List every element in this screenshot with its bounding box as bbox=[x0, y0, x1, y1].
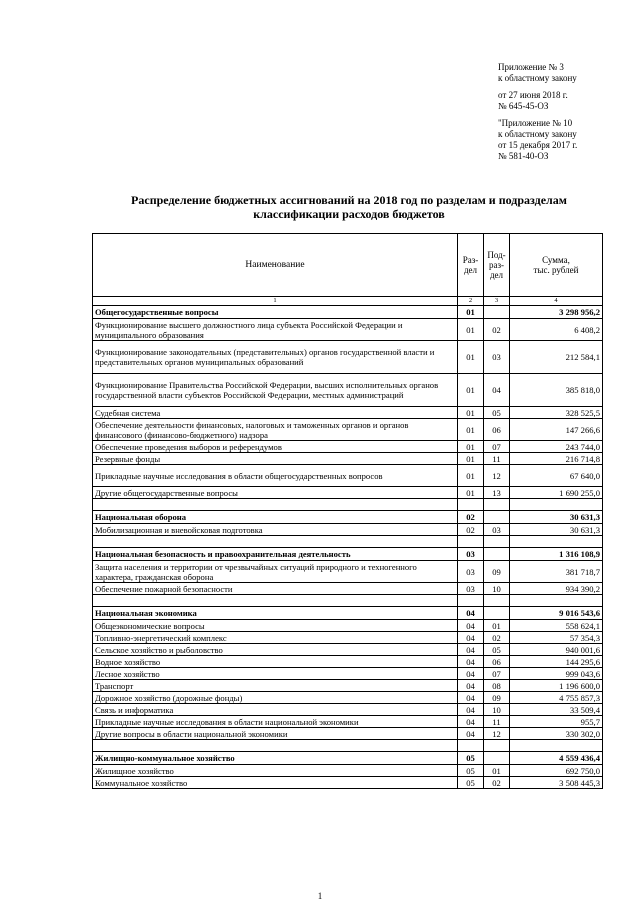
table-row bbox=[93, 692, 603, 704]
col-number-2: 2 bbox=[458, 297, 484, 306]
header-sum bbox=[510, 234, 603, 297]
row-sum: 940 001,6 bbox=[510, 644, 603, 656]
row-sum: 330 302,0 bbox=[510, 728, 603, 740]
row-name: Другие вопросы в области национальной экономики bbox=[93, 728, 458, 740]
row-sum: 57 354,3 bbox=[510, 632, 603, 644]
table-row bbox=[93, 704, 603, 716]
row-podrazdel bbox=[484, 548, 510, 561]
row-razdel: 03 bbox=[458, 561, 484, 583]
row-sum: 381 718,7 bbox=[510, 561, 603, 583]
row-podrazdel: 02 bbox=[484, 632, 510, 644]
page-number: 1 bbox=[317, 891, 323, 901]
spacer-cell bbox=[484, 499, 510, 511]
row-sum: 1 690 255,0 bbox=[510, 487, 603, 499]
row-sum: 33 509,4 bbox=[510, 704, 603, 716]
row-sum: 6 408,2 bbox=[510, 319, 603, 341]
row-podrazdel: 08 bbox=[484, 680, 510, 692]
spacer-cell bbox=[458, 740, 484, 752]
header-podrazdel-line-3: дел bbox=[489, 270, 504, 280]
row-sum: 328 525,5 bbox=[510, 407, 603, 419]
row-name: Национальная оборона bbox=[93, 511, 458, 524]
row-podrazdel: 02 bbox=[484, 319, 510, 341]
row-razdel: 04 bbox=[458, 620, 484, 632]
row-name: Лесное хозяйство bbox=[93, 668, 458, 680]
row-razdel: 01 bbox=[458, 419, 484, 441]
row-razdel: 01 bbox=[458, 407, 484, 419]
col-number-4: 4 bbox=[510, 297, 603, 306]
appendix-number: № 645-45-ОЗ bbox=[498, 101, 549, 111]
row-name: Национальная экономика bbox=[93, 607, 458, 620]
table-row bbox=[93, 644, 603, 656]
table-row bbox=[93, 453, 603, 465]
row-podrazdel: 05 bbox=[484, 644, 510, 656]
row-name: Водное хозяйство bbox=[93, 656, 458, 668]
row-sum: 385 818,0 bbox=[510, 374, 603, 407]
row-name: Обеспечение пожарной безопасности bbox=[93, 583, 458, 595]
row-razdel: 01 bbox=[458, 487, 484, 499]
row-name: Функционирование Правительства Российской Федерации, высших исполнительных органов государственной власти субъектов Российской Федерации, местных администраций bbox=[93, 374, 458, 407]
row-name: Общегосударственные вопросы bbox=[93, 306, 458, 319]
spacer-cell bbox=[93, 499, 458, 511]
row-name: Функционирование законодательных (представительных) органов государственной власти и представительных органов муниципальных образований bbox=[93, 341, 458, 374]
table-row bbox=[93, 561, 603, 583]
table-header-row bbox=[93, 234, 603, 297]
header-razdel-line-1: Раз- bbox=[462, 255, 479, 265]
row-podrazdel: 04 bbox=[484, 374, 510, 407]
header-podrazdel bbox=[484, 234, 510, 297]
row-sum: 3 508 445,3 bbox=[510, 777, 603, 789]
row-podrazdel: 01 bbox=[484, 620, 510, 632]
col-number-3: 3 bbox=[484, 297, 510, 306]
row-name: Резервные фонды bbox=[93, 453, 458, 465]
row-sum: 4 559 436,4 bbox=[510, 752, 603, 765]
row-podrazdel: 05 bbox=[484, 407, 510, 419]
spacer-row bbox=[93, 595, 603, 607]
row-razdel: 01 bbox=[458, 306, 484, 319]
spacer-row bbox=[93, 740, 603, 752]
row-sum: 30 631,3 bbox=[510, 511, 603, 524]
row-podrazdel: 12 bbox=[484, 728, 510, 740]
row-sum: 3 298 956,2 bbox=[510, 306, 603, 319]
row-sum: 999 043,6 bbox=[510, 668, 603, 680]
title-line-1: Распределение бюджетных ассигнований на 2018 год по разделам и подразделам bbox=[131, 193, 567, 207]
orig-appendix-title: "Приложение № 10 bbox=[498, 118, 573, 128]
table-row bbox=[93, 728, 603, 740]
section-row bbox=[93, 752, 603, 765]
row-razdel: 04 bbox=[458, 668, 484, 680]
appendix-header bbox=[498, 62, 638, 168]
row-razdel: 04 bbox=[458, 680, 484, 692]
appendix-date: от 27 июня 2018 г. bbox=[498, 90, 568, 100]
row-sum: 1 316 108,9 bbox=[510, 548, 603, 561]
row-name: Коммунальное хозяйство bbox=[93, 777, 458, 789]
row-razdel: 02 bbox=[458, 524, 484, 536]
row-sum: 212 584,1 bbox=[510, 341, 603, 374]
row-name: Прикладные научные исследования в области национальной экономики bbox=[93, 716, 458, 728]
spacer-cell bbox=[93, 536, 458, 548]
header-razdel bbox=[458, 234, 484, 297]
row-razdel: 03 bbox=[458, 548, 484, 561]
row-podrazdel bbox=[484, 607, 510, 620]
row-sum: 147 266,6 bbox=[510, 419, 603, 441]
row-razdel: 01 bbox=[458, 319, 484, 341]
row-podrazdel: 09 bbox=[484, 692, 510, 704]
title-line-2: классификации расходов бюджетов bbox=[253, 207, 445, 221]
row-sum: 1 196 600,0 bbox=[510, 680, 603, 692]
row-podrazdel: 12 bbox=[484, 465, 510, 487]
row-name: Связь и информатика bbox=[93, 704, 458, 716]
row-sum: 955,7 bbox=[510, 716, 603, 728]
column-number-row bbox=[93, 297, 603, 306]
table-row bbox=[93, 583, 603, 595]
header-podrazdel-line-2: раз- bbox=[488, 260, 505, 270]
table-row bbox=[93, 419, 603, 441]
spacer-cell bbox=[484, 536, 510, 548]
row-podrazdel: 10 bbox=[484, 704, 510, 716]
table-row bbox=[93, 407, 603, 419]
row-name: Жилищное хозяйство bbox=[93, 765, 458, 777]
row-sum: 30 631,3 bbox=[510, 524, 603, 536]
row-name: Мобилизационная и вневойсковая подготовка bbox=[93, 524, 458, 536]
row-name: Топливно-энергетический комплекс bbox=[93, 632, 458, 644]
row-razdel: 01 bbox=[458, 341, 484, 374]
row-podrazdel bbox=[484, 306, 510, 319]
orig-appendix-date: от 15 декабря 2017 г. bbox=[498, 140, 578, 150]
row-sum: 9 016 543,6 bbox=[510, 607, 603, 620]
row-podrazdel: 01 bbox=[484, 765, 510, 777]
row-sum: 243 744,0 bbox=[510, 441, 603, 453]
spacer-cell bbox=[484, 740, 510, 752]
row-sum: 216 714,8 bbox=[510, 453, 603, 465]
spacer-cell bbox=[458, 536, 484, 548]
row-razdel: 01 bbox=[458, 374, 484, 407]
table-row bbox=[93, 656, 603, 668]
row-podrazdel bbox=[484, 511, 510, 524]
section-row bbox=[93, 511, 603, 524]
row-name: Функционирование высшего должностного лица субъекта Российской Федерации и муниципального образования bbox=[93, 319, 458, 341]
row-podrazdel: 06 bbox=[484, 656, 510, 668]
row-name: Транспорт bbox=[93, 680, 458, 692]
row-name: Общеэкономические вопросы bbox=[93, 620, 458, 632]
table-row bbox=[93, 716, 603, 728]
table-row bbox=[93, 465, 603, 487]
row-razdel: 04 bbox=[458, 644, 484, 656]
row-name: Прикладные научные исследования в области общегосударственных вопросов bbox=[93, 465, 458, 487]
row-sum: 692 750,0 bbox=[510, 765, 603, 777]
row-razdel: 04 bbox=[458, 716, 484, 728]
row-razdel: 02 bbox=[458, 511, 484, 524]
row-podrazdel: 06 bbox=[484, 419, 510, 441]
col-number-1: 1 bbox=[93, 297, 458, 306]
budget-table bbox=[92, 233, 603, 789]
table-row bbox=[93, 668, 603, 680]
row-name: Сельское хозяйство и рыболовство bbox=[93, 644, 458, 656]
section-row bbox=[93, 306, 603, 319]
row-podrazdel bbox=[484, 752, 510, 765]
row-name: Обеспечение деятельности финансовых, налоговых и таможенных органов и органов финансового (финансово-бюджетного) надзора bbox=[93, 419, 458, 441]
row-sum: 144 295,6 bbox=[510, 656, 603, 668]
appendix-law: к областному закону bbox=[498, 73, 577, 83]
row-podrazdel: 10 bbox=[484, 583, 510, 595]
row-name: Защита населения и территории от чрезвычайных ситуаций природного и техногенного характера, гражданская оборона bbox=[93, 561, 458, 583]
spacer-cell bbox=[484, 595, 510, 607]
row-name: Национальная безопасность и правоохранительная деятельность bbox=[93, 548, 458, 561]
table-row bbox=[93, 341, 603, 374]
row-razdel: 03 bbox=[458, 583, 484, 595]
spacer-row bbox=[93, 536, 603, 548]
table-row bbox=[93, 441, 603, 453]
row-razdel: 01 bbox=[458, 453, 484, 465]
spacer-row bbox=[93, 499, 603, 511]
orig-appendix-number: № 581-40-ОЗ bbox=[498, 151, 549, 161]
row-razdel: 05 bbox=[458, 765, 484, 777]
row-razdel: 04 bbox=[458, 692, 484, 704]
spacer-cell bbox=[458, 499, 484, 511]
row-name: Дорожное хозяйство (дорожные фонды) bbox=[93, 692, 458, 704]
header-razdel-line-2: дел bbox=[463, 265, 478, 275]
table-row bbox=[93, 524, 603, 536]
spacer-cell bbox=[510, 499, 603, 511]
row-name: Жилищно-коммунальное хозяйство bbox=[93, 752, 458, 765]
appendix-title: Приложение № 3 bbox=[498, 62, 564, 72]
spacer-cell bbox=[458, 595, 484, 607]
orig-appendix-law: к областному закону bbox=[498, 129, 577, 139]
table-row bbox=[93, 777, 603, 789]
table-row bbox=[93, 374, 603, 407]
row-razdel: 04 bbox=[458, 728, 484, 740]
row-sum: 67 640,0 bbox=[510, 465, 603, 487]
spacer-cell bbox=[510, 536, 603, 548]
table-row bbox=[93, 632, 603, 644]
row-razdel: 04 bbox=[458, 704, 484, 716]
row-sum: 934 390,2 bbox=[510, 583, 603, 595]
table-row bbox=[93, 487, 603, 499]
spacer-cell bbox=[510, 740, 603, 752]
row-podrazdel: 07 bbox=[484, 668, 510, 680]
header-sum-line-1: Сумма, bbox=[542, 255, 570, 265]
document-title bbox=[92, 193, 606, 221]
row-podrazdel: 11 bbox=[484, 716, 510, 728]
row-podrazdel: 11 bbox=[484, 453, 510, 465]
row-name: Обеспечение проведения выборов и референдумов bbox=[93, 441, 458, 453]
spacer-cell bbox=[93, 740, 458, 752]
row-podrazdel: 07 bbox=[484, 441, 510, 453]
row-podrazdel: 03 bbox=[484, 341, 510, 374]
row-razdel: 01 bbox=[458, 441, 484, 453]
spacer-cell bbox=[510, 595, 603, 607]
section-row bbox=[93, 548, 603, 561]
row-podrazdel: 09 bbox=[484, 561, 510, 583]
table-row bbox=[93, 680, 603, 692]
row-razdel: 01 bbox=[458, 465, 484, 487]
row-razdel: 05 bbox=[458, 777, 484, 789]
header-name: Наименование bbox=[93, 234, 458, 297]
row-razdel: 04 bbox=[458, 656, 484, 668]
row-razdel: 04 bbox=[458, 632, 484, 644]
row-podrazdel: 02 bbox=[484, 777, 510, 789]
row-podrazdel: 13 bbox=[484, 487, 510, 499]
row-podrazdel: 03 bbox=[484, 524, 510, 536]
row-sum: 4 755 857,3 bbox=[510, 692, 603, 704]
header-sum-line-2: тыс. рублей bbox=[533, 265, 579, 275]
row-razdel: 04 bbox=[458, 607, 484, 620]
header-podrazdel-line-1: Под- bbox=[487, 250, 506, 260]
table-row bbox=[93, 620, 603, 632]
row-name: Судебная система bbox=[93, 407, 458, 419]
row-sum: 558 624,1 bbox=[510, 620, 603, 632]
row-razdel: 05 bbox=[458, 752, 484, 765]
spacer-cell bbox=[93, 595, 458, 607]
section-row bbox=[93, 607, 603, 620]
row-name: Другие общегосударственные вопросы bbox=[93, 487, 458, 499]
table-row bbox=[93, 319, 603, 341]
table-row bbox=[93, 765, 603, 777]
